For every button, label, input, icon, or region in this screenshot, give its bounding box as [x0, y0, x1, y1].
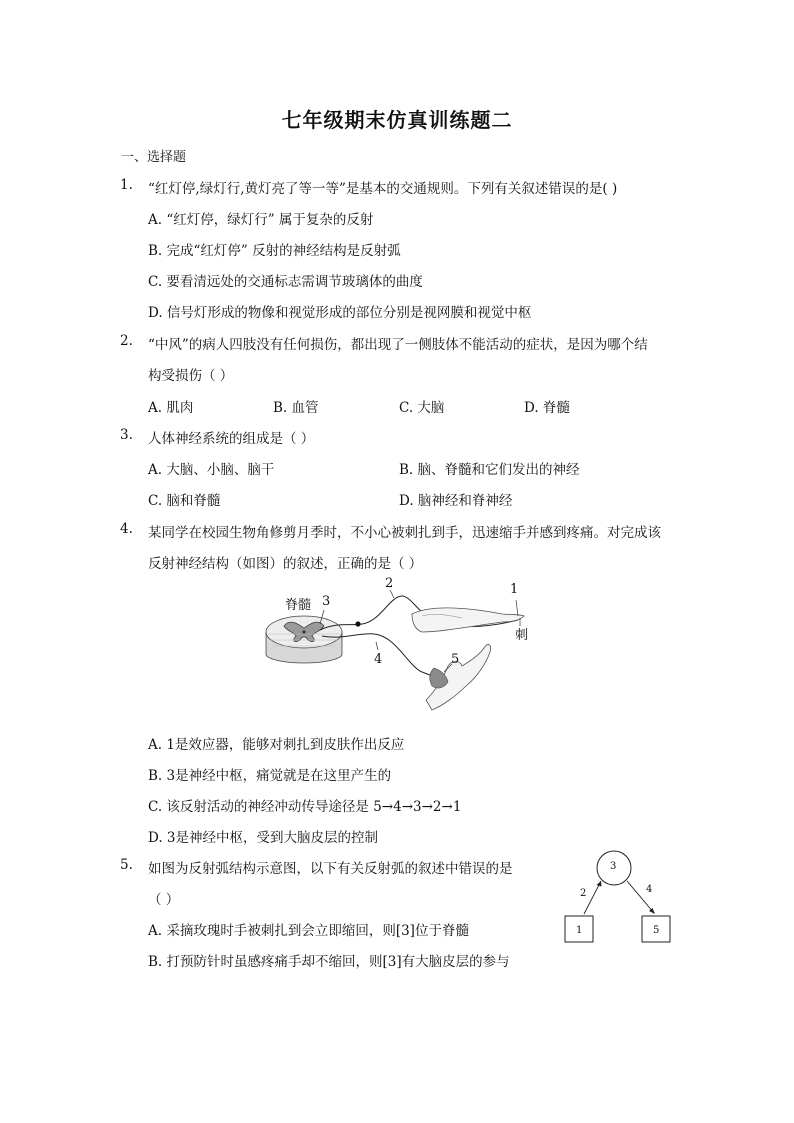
question-number: 2.	[120, 333, 133, 349]
question-stem-line-2: 构受损伤（ ）	[148, 368, 234, 384]
question-stem-line-2: （ ）	[148, 892, 180, 908]
question-number: 5.	[120, 857, 133, 873]
question-number: 1.	[120, 177, 133, 193]
section-heading: 一、选择题	[121, 150, 187, 165]
question-number: 4.	[120, 521, 133, 537]
option-b: B. 打预防针时虽感疼痛手却不缩回，则[3]有大脑皮层的参与	[148, 954, 510, 970]
option-b: B. 血管	[273, 400, 319, 416]
option-a: A. 1是效应器，能够对刺扎到皮肤作出反应	[148, 737, 405, 753]
option-a: A. 采摘玫瑰时手被刺扎到会立即缩回，则[3]位于脊髓	[148, 923, 469, 939]
question-stem-line-1: 如图为反射弧结构示意图，以下有关反射弧的叙述中错误的是	[148, 861, 513, 877]
label-5: 5	[451, 652, 460, 667]
option-a: A. 大脑、小脑、脑干	[148, 462, 275, 478]
spinal-cord-label: 脊髓	[285, 598, 312, 613]
schematic-label-3: 3	[610, 861, 617, 872]
spinal-cord-illustration	[266, 616, 342, 663]
question-stem-line-2: 反射神经结构（如图）的叙述，正确的是（ ）	[148, 556, 423, 572]
label-2: 2	[385, 576, 394, 591]
label-4: 4	[374, 652, 383, 667]
option-c: C. 该反射活动的神经冲动传导途径是 5→4→3→2→1	[148, 799, 462, 815]
thorn-label: 刺	[515, 628, 529, 643]
page-title: 七年级期末仿真训练题二	[281, 108, 513, 132]
schematic-label-2: 2	[580, 888, 587, 899]
option-d: D. 脑神经和脊神经	[399, 493, 513, 509]
option-b: B. 脑、脊髓和它们发出的神经	[399, 462, 580, 478]
schematic-label-1: 1	[576, 925, 583, 936]
option-b: B. 3是神经中枢，痛觉就是在这里产生的	[148, 768, 392, 784]
option-d: D. 脊髓	[524, 400, 570, 416]
label-3: 3	[322, 594, 331, 609]
option-a: A. “红灯停，绿灯行” 属于复杂的反射	[148, 212, 374, 228]
option-d: D. 3是神经中枢，受到大脑皮层的控制	[148, 830, 379, 846]
question-stem: “红灯停,绿灯行,黄灯亮了等一等”是基本的交通规则。下列有关叙述错误的是( )	[148, 181, 618, 197]
question-stem-line-1: 某同学在校园生物角修剪月季时，不小心被刺扎到手，迅速缩手并感到疼痛。对完成该	[148, 525, 661, 541]
option-b: B. 完成“红灯停” 反射的神经结构是反射弧	[148, 243, 401, 259]
option-c: C. 脑和脊髓	[148, 493, 221, 509]
option-c: C. 大脑	[399, 400, 445, 416]
question-stem: 人体神经系统的组成是（ ）	[148, 431, 315, 447]
option-a: A. 肌肉	[148, 400, 194, 416]
option-d: D. 信号灯形成的物像和视觉形成的部位分别是视网膜和视觉中枢	[148, 305, 532, 321]
schematic-label-4: 4	[646, 884, 653, 895]
label-1: 1	[510, 582, 519, 597]
schematic-label-5: 5	[653, 925, 660, 936]
option-c: C. 要看清远处的交通标志需调节玻璃体的曲度	[148, 274, 423, 290]
question-number: 3.	[120, 427, 133, 443]
question-stem-line-1: “中风”的病人四肢没有任何损伤，都出现了一侧肢体不能活动的症状，是因为哪个结	[148, 337, 648, 353]
